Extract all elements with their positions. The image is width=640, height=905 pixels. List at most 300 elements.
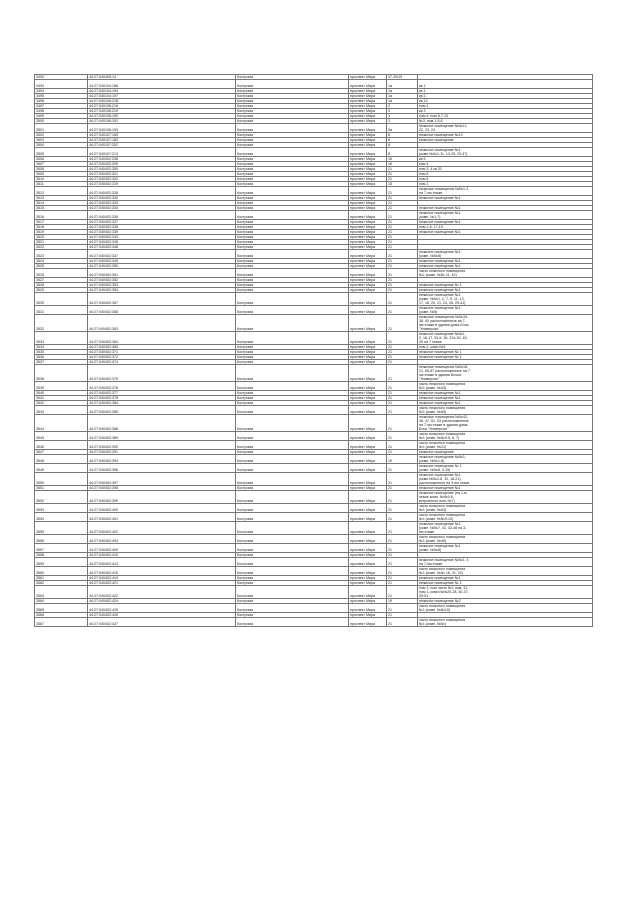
row-number: 3495 bbox=[35, 94, 88, 99]
row-number: 3530 bbox=[35, 293, 88, 306]
row-number: 3529 bbox=[35, 288, 88, 293]
street-cell: проспект Мира bbox=[349, 99, 387, 104]
description-cell: №3, пом 1-6,8 bbox=[418, 119, 593, 124]
house-cell: 21 bbox=[387, 220, 418, 225]
cadastral-number: 44:27:040402:396 bbox=[88, 464, 236, 473]
house-cell: 21 bbox=[387, 250, 418, 259]
city-cell: Кострома bbox=[236, 283, 349, 288]
house-cell: 21 bbox=[387, 278, 418, 283]
description-cell: пом 1, комн №9 bbox=[418, 345, 593, 350]
city-cell: Кострома bbox=[236, 264, 349, 269]
row-number: 3565 bbox=[35, 604, 88, 613]
city-cell: Кострома bbox=[236, 315, 349, 332]
house-cell: 3 bbox=[387, 114, 418, 119]
cadastral-number: 44:27:040402:330 bbox=[88, 196, 236, 201]
cadastral-number: 44:27:040402:351 bbox=[88, 269, 236, 278]
cadastral-number: 44:27:040106:191 bbox=[88, 119, 236, 124]
property-table bbox=[34, 74, 593, 627]
street-cell: проспект Мира bbox=[349, 235, 387, 240]
city-cell: Кострома bbox=[236, 94, 349, 99]
row-number: 3513 bbox=[35, 196, 88, 201]
row-number: 3519 bbox=[35, 230, 88, 235]
description-cell: нежилое помещение №1 bbox=[418, 391, 593, 396]
row-number: 3564 bbox=[35, 599, 88, 604]
house-cell: 21 bbox=[387, 604, 418, 613]
description-cell: нежилое помещение №1 (комн. №№8) bbox=[418, 544, 593, 553]
street-cell: проспект Мира bbox=[349, 586, 387, 599]
street-cell: проспект Мира bbox=[349, 315, 387, 332]
description-cell: пом 1-6, 17-19 bbox=[418, 225, 593, 230]
row-number: 3541 bbox=[35, 396, 88, 401]
street-cell: проспект Мира bbox=[349, 138, 387, 143]
city-cell: Кострома bbox=[236, 162, 349, 167]
city-cell: Кострома bbox=[236, 535, 349, 544]
house-cell: 21 bbox=[387, 544, 418, 553]
city-cell: Кострома bbox=[236, 124, 349, 133]
house-cell: 21 bbox=[387, 365, 418, 382]
street-cell: проспект Мира bbox=[349, 350, 387, 355]
description-cell: нежилое помещение № 1 bbox=[418, 355, 593, 360]
city-cell: Кострома bbox=[236, 259, 349, 264]
row-number: 3534 bbox=[35, 345, 88, 350]
city-cell: Кострома bbox=[236, 225, 349, 230]
house-cell: 21 bbox=[387, 240, 418, 245]
house-cell: 21 bbox=[387, 332, 418, 345]
description-cell: нежилое помещение bbox=[418, 138, 593, 143]
city-cell: Кострома bbox=[236, 293, 349, 306]
description-cell: нежилые помещения №№34- 38, 40 расположенные на 7- ом этаже в здании дома Блок "Универсал" bbox=[418, 315, 593, 332]
table-row bbox=[35, 522, 593, 535]
house-cell: 21 bbox=[387, 245, 418, 250]
description-cell: часть нежилого помещения №1 (комн. №43) bbox=[418, 382, 593, 391]
description-cell: пом 4, пом 5,7-10 bbox=[418, 114, 593, 119]
cadastral-number: 44:27:040402:352 bbox=[88, 278, 236, 283]
row-number: 3550 bbox=[35, 473, 88, 486]
city-cell: Кострома bbox=[236, 157, 349, 162]
cadastral-number: 44:27:040402:388 bbox=[88, 415, 236, 432]
cadastral-number: 44:27:040104:194 bbox=[88, 89, 236, 94]
row-number: 3547 bbox=[35, 450, 88, 455]
description-cell: нежилое помещение № 1 bbox=[418, 581, 593, 586]
table-row bbox=[35, 586, 593, 599]
row-number: 3549 bbox=[35, 464, 88, 473]
row-number: 3492 bbox=[35, 75, 88, 80]
city-cell: Кострома bbox=[236, 522, 349, 535]
cadastral-number: 44:27:040107:213 bbox=[88, 148, 236, 157]
city-cell: Кострома bbox=[236, 391, 349, 396]
house-cell: 1а bbox=[387, 80, 418, 89]
row-number: 3525 bbox=[35, 264, 88, 269]
city-cell: Кострома bbox=[236, 396, 349, 401]
cadastral-number: 44:27:040104:197 bbox=[88, 94, 236, 99]
street-cell: проспект Мира bbox=[349, 406, 387, 415]
row-number: 3517 bbox=[35, 220, 88, 225]
cadastral-number: 44:27:040104:188 bbox=[88, 80, 236, 89]
house-cell: 21 bbox=[387, 177, 418, 182]
row-number: 3551 bbox=[35, 486, 88, 491]
row-number: 3556 bbox=[35, 535, 88, 544]
cadastral-number: 44:27:040402:402 bbox=[88, 522, 236, 535]
table-row bbox=[35, 432, 593, 441]
street-cell: проспект Мира bbox=[349, 89, 387, 94]
cadastral-number: 44:27:040402:326 bbox=[88, 187, 236, 196]
description-cell: часть нежилого помещения №1 (комн. №№9-10) bbox=[418, 513, 593, 522]
city-cell: Кострома bbox=[236, 355, 349, 360]
street-cell: проспект Мира bbox=[349, 306, 387, 315]
description-cell: нежилое помещение №1 bbox=[418, 259, 593, 264]
house-cell: 19 bbox=[387, 599, 418, 604]
cadastral-number: 44:27:040402:300 bbox=[88, 167, 236, 172]
street-cell: проспект Мира bbox=[349, 293, 387, 306]
house-cell: 21 bbox=[387, 293, 418, 306]
cadastral-number: 44:27:040106:216 bbox=[88, 104, 236, 109]
street-cell: проспект Мира bbox=[349, 288, 387, 293]
description-cell: нежилое помещение №1 bbox=[418, 196, 593, 201]
row-number: 3562 bbox=[35, 581, 88, 586]
description-cell: нежилое помещение № 1 bbox=[418, 283, 593, 288]
street-cell: проспект Мира bbox=[349, 576, 387, 581]
house-cell: 21 bbox=[387, 269, 418, 278]
street-cell: проспект Мира bbox=[349, 455, 387, 464]
cadastral-number: 44:27:040402:419 bbox=[88, 576, 236, 581]
street-cell: проспект Мира bbox=[349, 513, 387, 522]
row-number: 3503 bbox=[35, 138, 88, 143]
description-cell: нежилые помещения №№42, 46, 47, 51, 53 расположенные на 7-ом этаже в здании дома Блок "Универсал" bbox=[418, 415, 593, 432]
cadastral-number: 44:27:040402:347 bbox=[88, 250, 236, 259]
row-number: 3496 bbox=[35, 99, 88, 104]
street-cell: проспект Мира bbox=[349, 544, 387, 553]
city-cell: Кострома bbox=[236, 365, 349, 382]
cadastral-number: 44:27:040402:343 bbox=[88, 235, 236, 240]
street-cell: проспект Мира bbox=[349, 558, 387, 567]
row-number: 3536 bbox=[35, 355, 88, 360]
description-cell: нежилое помещение №№11, 22, 23, 24 bbox=[418, 124, 593, 133]
description-cell: часть нежилого помещения №1 (комн. №65) bbox=[418, 406, 593, 415]
cadastral-number: 44:27:040402:301 bbox=[88, 172, 236, 177]
cadastral-number: 44:27:040402:409 bbox=[88, 544, 236, 553]
cadastral-number: 44:27:040402:376 bbox=[88, 382, 236, 391]
row-number: 3518 bbox=[35, 225, 88, 230]
row-number: 3538 bbox=[35, 365, 88, 382]
cadastral-number: 44:27:040402:346 bbox=[88, 245, 236, 250]
city-cell: Кострома bbox=[236, 182, 349, 187]
street-cell: проспект Мира bbox=[349, 157, 387, 162]
description-cell: нежилое помещение №1 (комн.№№2-8, 10, 18-21), расположенное на 3-ем этаже bbox=[418, 473, 593, 486]
cadastral-number: 44:27:040402:422 bbox=[88, 586, 236, 599]
city-cell: Кострома bbox=[236, 553, 349, 558]
city-cell: Кострома bbox=[236, 109, 349, 114]
house-cell: 21 bbox=[387, 618, 418, 627]
house-cell: 21 bbox=[387, 315, 418, 332]
city-cell: Кострома bbox=[236, 143, 349, 148]
row-number: 3563 bbox=[35, 586, 88, 599]
row-number: 3498 bbox=[35, 109, 88, 114]
city-cell: Кострома bbox=[236, 558, 349, 567]
street-cell: проспект Мира bbox=[349, 201, 387, 206]
row-number: 3494 bbox=[35, 89, 88, 94]
row-number: 3545 bbox=[35, 432, 88, 441]
house-cell: 21 bbox=[387, 288, 418, 293]
description-cell: нежилое помещение №№3, (комн. №№1-8) bbox=[418, 455, 593, 464]
house-cell: 21 bbox=[387, 235, 418, 240]
row-number: 3560 bbox=[35, 567, 88, 576]
city-cell: Кострома bbox=[236, 288, 349, 293]
cadastral-number: 44:27:040106:219 bbox=[88, 109, 236, 114]
house-cell: 21 bbox=[387, 225, 418, 230]
city-cell: Кострома bbox=[236, 245, 349, 250]
cadastral-number: 44:27:040402:353 bbox=[88, 283, 236, 288]
description-cell: нежилое помещение №№1, 2, 16-17, 33-5, 36, 37а-39, 45- 49 на 7 этаже bbox=[418, 332, 593, 345]
house-cell: 21 bbox=[387, 415, 418, 432]
city-cell: Кострома bbox=[236, 278, 349, 283]
city-cell: Кострома bbox=[236, 206, 349, 211]
description-cell: нежилое помещение №1 (комн. №№7, 31, 42-48 на 3- ем этаже bbox=[418, 522, 593, 535]
row-number: 3511 bbox=[35, 182, 88, 187]
table-row bbox=[35, 504, 593, 513]
row-number: 3540 bbox=[35, 391, 88, 396]
table-row bbox=[35, 513, 593, 522]
table-row bbox=[35, 80, 593, 89]
house-cell: 21 bbox=[387, 553, 418, 558]
cadastral-number: 44:27:040402:337 bbox=[88, 220, 236, 225]
table-row bbox=[35, 464, 593, 473]
street-cell: проспект Мира bbox=[349, 365, 387, 382]
cadastral-number: 44:27:040402:336 bbox=[88, 211, 236, 220]
row-number: 3509 bbox=[35, 172, 88, 177]
city-cell: Кострома bbox=[236, 473, 349, 486]
street-cell: проспект Мира bbox=[349, 172, 387, 177]
city-cell: Кострома bbox=[236, 544, 349, 553]
city-cell: Кострома bbox=[236, 201, 349, 206]
house-cell: 3а bbox=[387, 124, 418, 133]
street-cell: проспект Мира bbox=[349, 491, 387, 504]
cadastral-number: 44:27:040402:302 bbox=[88, 177, 236, 182]
street-cell: проспект Мира bbox=[349, 278, 387, 283]
cadastral-number: 44:27:040402:349 bbox=[88, 259, 236, 264]
row-number: 3553 bbox=[35, 504, 88, 513]
description-cell: нежилое помещение №1 bbox=[418, 230, 593, 235]
cadastral-number: 44:27:040107:165 bbox=[88, 133, 236, 138]
description-cell: пом 4 bbox=[418, 162, 593, 167]
description-cell: нежилое помещение №1 (комн. №№8) bbox=[418, 250, 593, 259]
cadastral-number: 44:27:040402:391 bbox=[88, 450, 236, 455]
city-cell: Кострома bbox=[236, 581, 349, 586]
street-cell: проспект Мира bbox=[349, 269, 387, 278]
description-cell: часть нежилого помещения №1 (комн. №№ 16, 31, 32) bbox=[418, 567, 593, 576]
city-cell: Кострома bbox=[236, 240, 349, 245]
street-cell: проспект Мира bbox=[349, 432, 387, 441]
cadastral-number: 44:27:040106:218 bbox=[88, 99, 236, 104]
house-cell: 21 bbox=[387, 355, 418, 360]
row-number: 3515 bbox=[35, 206, 88, 211]
street-cell: проспект Мира bbox=[349, 220, 387, 225]
cadastral-number: 44:27:040402:363 bbox=[88, 315, 236, 332]
city-cell: Кострома bbox=[236, 415, 349, 432]
house-cell: 21 bbox=[387, 259, 418, 264]
house-cell: 3 bbox=[387, 109, 418, 114]
street-cell: проспект Мира bbox=[349, 206, 387, 211]
cadastral-number: 44:27:040402:394 bbox=[88, 455, 236, 464]
cadastral-number: 44:27:040402:400 bbox=[88, 504, 236, 513]
cadastral-number: 44:27:040402:375 bbox=[88, 365, 236, 382]
house-cell: 16 bbox=[387, 162, 418, 167]
cadastral-number: 44:27:040402:372 bbox=[88, 355, 236, 360]
row-number: 3520 bbox=[35, 235, 88, 240]
street-cell: проспект Мира bbox=[349, 264, 387, 269]
row-number: 3546 bbox=[35, 441, 88, 450]
table-row bbox=[35, 293, 593, 306]
description-cell: нежилое помещение №1 bbox=[418, 576, 593, 581]
cadastral-number: 44:27:040402:350 bbox=[88, 264, 236, 269]
row-number: 3523 bbox=[35, 250, 88, 259]
house-cell: 1а bbox=[387, 94, 418, 99]
city-cell: Кострома bbox=[236, 99, 349, 104]
cadastral-number: 44:27:040405:14 bbox=[88, 75, 236, 80]
description-cell: часть нежилого помещения №1 (комн. №63) bbox=[418, 504, 593, 513]
house-cell: 21 bbox=[387, 187, 418, 196]
house-cell: 21 bbox=[387, 345, 418, 350]
description-cell: нежилое помещение № 1 (комн. №№8, 9-15) bbox=[418, 464, 593, 473]
table-row bbox=[35, 455, 593, 464]
house-cell: 21 bbox=[387, 586, 418, 599]
city-cell: Кострома bbox=[236, 599, 349, 604]
street-cell: проспект Мира bbox=[349, 182, 387, 187]
description-cell: пом 1, пом часть №1 пом, 31, пом 1, комн.№№20-28, 30-37, 39-51 bbox=[418, 586, 593, 599]
house-cell: 21 bbox=[387, 201, 418, 206]
house-cell: 21 bbox=[387, 504, 418, 513]
house-cell: 8 bbox=[387, 143, 418, 148]
house-cell: 19 bbox=[387, 455, 418, 464]
street-cell: проспект Мира bbox=[349, 283, 387, 288]
city-cell: Кострома bbox=[236, 235, 349, 240]
street-cell: проспект Мира bbox=[349, 259, 387, 264]
row-number: 3535 bbox=[35, 350, 88, 355]
row-number: 3506 bbox=[35, 157, 88, 162]
row-number: 3531 bbox=[35, 306, 88, 315]
city-cell: Кострома bbox=[236, 80, 349, 89]
house-cell: 21 bbox=[387, 167, 418, 172]
table-row bbox=[35, 618, 593, 627]
table-row bbox=[35, 415, 593, 432]
table-row bbox=[35, 535, 593, 544]
city-cell: Кострома bbox=[236, 119, 349, 124]
street-cell: проспект Мира bbox=[349, 618, 387, 627]
house-cell: 21 bbox=[387, 576, 418, 581]
description-cell: нежилое помещение №1 bbox=[418, 396, 593, 401]
cadastral-number: 44:27:040402:339 bbox=[88, 230, 236, 235]
row-number: 3543 bbox=[35, 406, 88, 415]
house-cell: 21 bbox=[387, 172, 418, 177]
city-cell: Кострома bbox=[236, 250, 349, 259]
house-cell: 16 bbox=[387, 157, 418, 162]
house-cell: 21 bbox=[387, 360, 418, 365]
cadastral-number: 44:27:040402:398 bbox=[88, 486, 236, 491]
street-cell: проспект Мира bbox=[349, 75, 387, 80]
row-number: 3526 bbox=[35, 269, 88, 278]
street-cell: проспект Мира bbox=[349, 80, 387, 89]
description-cell: кв 5 bbox=[418, 157, 593, 162]
street-cell: проспект Мира bbox=[349, 382, 387, 391]
city-cell: Кострома bbox=[236, 269, 349, 278]
row-number: 3507 bbox=[35, 162, 88, 167]
row-number: 3512 bbox=[35, 187, 88, 196]
city-cell: Кострома bbox=[236, 504, 349, 513]
city-cell: Кострома bbox=[236, 406, 349, 415]
street-cell: проспект Мира bbox=[349, 604, 387, 613]
house-cell: 1а bbox=[387, 89, 418, 94]
cadastral-number: 44:27:040106:190 bbox=[88, 114, 236, 119]
street-cell: проспект Мира bbox=[349, 250, 387, 259]
city-cell: Кострома bbox=[236, 432, 349, 441]
cadastral-number: 44:27:040107:183 bbox=[88, 138, 236, 143]
city-cell: Кострома bbox=[236, 401, 349, 406]
street-cell: проспект Мира bbox=[349, 396, 387, 401]
city-cell: Кострома bbox=[236, 486, 349, 491]
house-cell: 37-39/15 bbox=[387, 75, 418, 80]
street-cell: проспект Мира bbox=[349, 177, 387, 182]
house-cell: 21 bbox=[387, 206, 418, 211]
house-cell: 21 bbox=[387, 350, 418, 355]
description-cell: нежилое помещение №1 bbox=[418, 401, 593, 406]
table-row bbox=[35, 250, 593, 259]
city-cell: Кострома bbox=[236, 196, 349, 201]
cadastral-number: 44:27:040402:338 bbox=[88, 225, 236, 230]
description-cell: нежилое помещение №1 bbox=[418, 206, 593, 211]
row-number: 3501 bbox=[35, 124, 88, 133]
description-cell: часть нежилого помещения №1 (комн. №№10) bbox=[418, 604, 593, 613]
row-number: 3548 bbox=[35, 455, 88, 464]
row-number: 3533 bbox=[35, 332, 88, 345]
row-number: 3524 bbox=[35, 259, 88, 264]
street-cell: проспект Мира bbox=[349, 167, 387, 172]
street-cell: проспект Мира bbox=[349, 415, 387, 432]
row-number: 3558 bbox=[35, 553, 88, 558]
street-cell: проспект Мира bbox=[349, 522, 387, 535]
description-cell: часть нежилого помещения №1 (комн. №49) bbox=[418, 535, 593, 544]
cadastral-number: 44:27:040402:410 bbox=[88, 553, 236, 558]
table-row bbox=[35, 382, 593, 391]
description-cell: пом 1 bbox=[418, 104, 593, 109]
house-cell: 8 bbox=[387, 138, 418, 143]
house-cell: 21 bbox=[387, 558, 418, 567]
street-cell: проспект Мира bbox=[349, 94, 387, 99]
street-cell: проспект Мира bbox=[349, 504, 387, 513]
table-row bbox=[35, 306, 593, 315]
cadastral-number: 44:27:040402:377 bbox=[88, 391, 236, 396]
house-cell: 21 bbox=[387, 196, 418, 201]
street-cell: проспект Мира bbox=[349, 581, 387, 586]
row-number: 3539 bbox=[35, 382, 88, 391]
table-row bbox=[35, 315, 593, 332]
city-cell: Кострома bbox=[236, 464, 349, 473]
house-cell: 21 bbox=[387, 432, 418, 441]
row-number: 3559 bbox=[35, 558, 88, 567]
street-cell: проспект Мира bbox=[349, 104, 387, 109]
city-cell: Кострома bbox=[236, 567, 349, 576]
street-cell: проспект Мира bbox=[349, 360, 387, 365]
house-cell: 21 bbox=[387, 382, 418, 391]
row-number: 3502 bbox=[35, 133, 88, 138]
row-number: 3510 bbox=[35, 177, 88, 182]
house-cell: 21 bbox=[387, 567, 418, 576]
house-cell: 1а bbox=[387, 99, 418, 104]
row-number: 3500 bbox=[35, 119, 88, 124]
row-number: 3554 bbox=[35, 513, 88, 522]
street-cell: проспект Мира bbox=[349, 109, 387, 114]
city-cell: Кострома bbox=[236, 148, 349, 157]
cadastral-number: 44:27:040402:371 bbox=[88, 350, 236, 355]
house-cell: 21 bbox=[387, 513, 418, 522]
